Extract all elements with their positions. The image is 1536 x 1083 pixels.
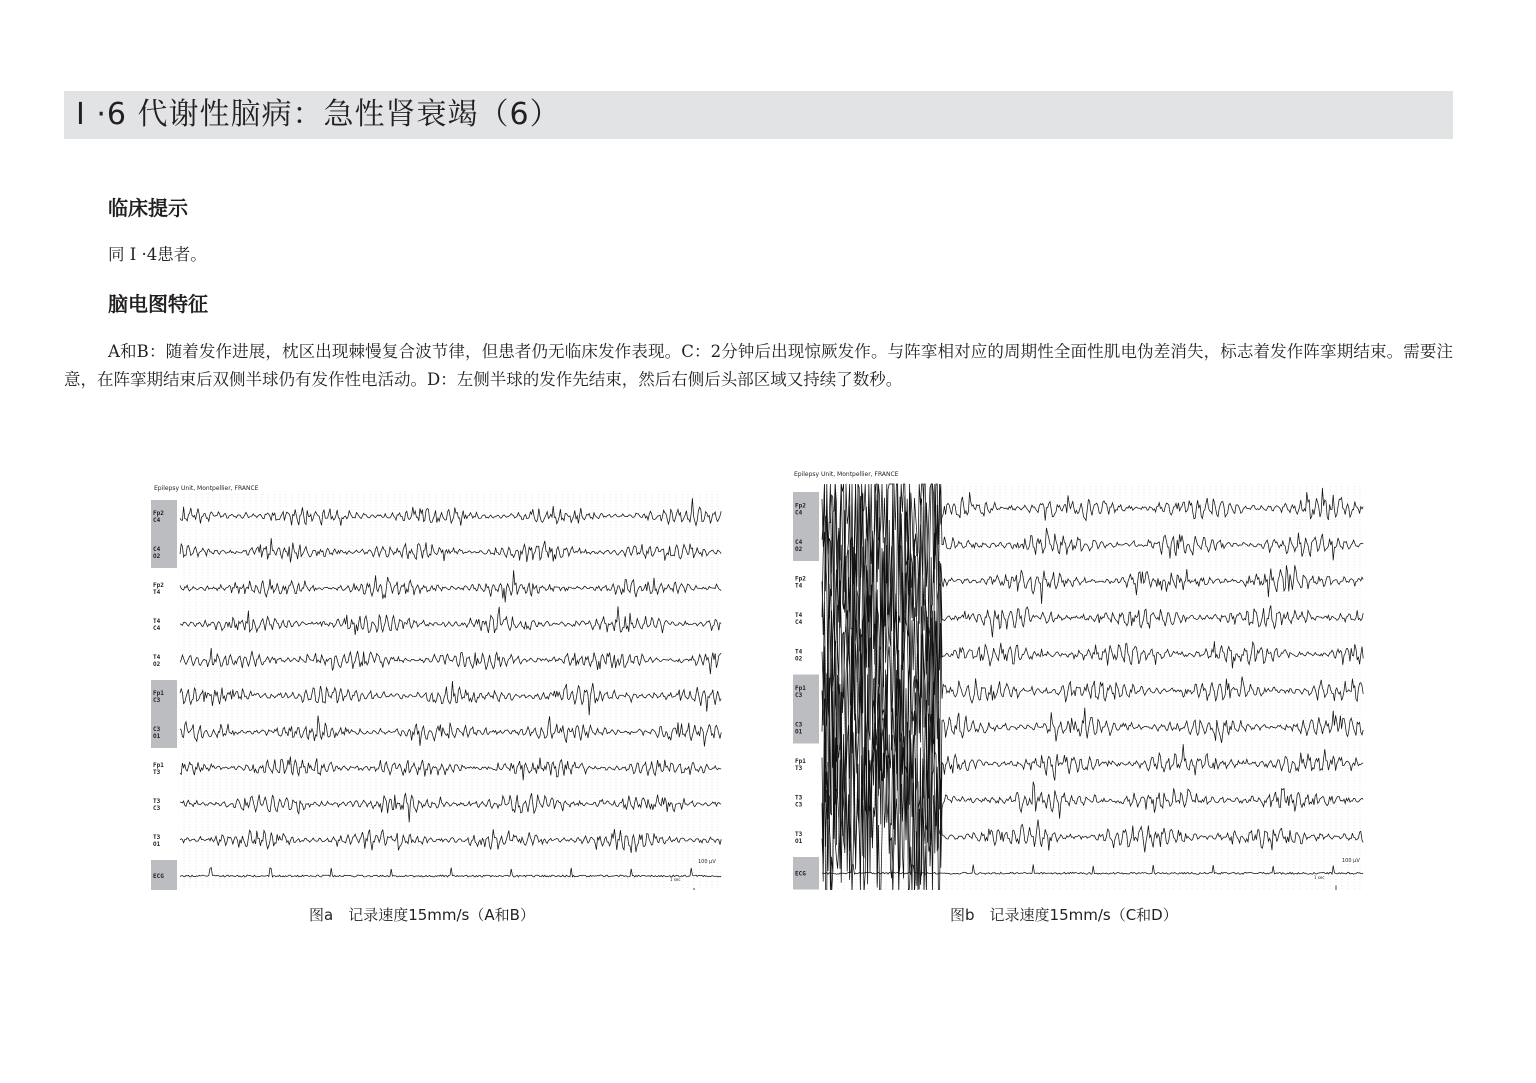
channel-label: Fp1 [153,690,164,697]
channel-label: O1 [795,728,803,736]
eeg-channel-trace [822,484,1363,595]
channel-label: T4 [795,582,803,590]
page-title: I ·6 代谢性脑病：急性肾衰竭（6） [76,97,561,132]
figure-b-caption: 图b 记录速度15mm/s（C和D） [950,906,1178,924]
channel-label: T3 [795,794,803,802]
channel-label: C3 [795,801,803,809]
figure-a-time-label: 1 sec [670,877,681,882]
eeg-trace-b [792,466,1366,890]
channel-label: Fp2 [795,575,806,583]
channel-label: C3 [795,721,803,729]
channel-label: C4 [795,618,803,626]
channel-label: T3 [153,769,161,776]
eeg-channel-trace [180,648,721,674]
channel-label: T4 [153,589,161,596]
figure-b-header: Epilepsy Unit, Montpellier, FRANCE [794,471,899,478]
channel-label: T3 [795,830,803,838]
channel-label: Fp2 [153,510,164,517]
channel-label: O1 [795,837,803,845]
channel-label: T4 [153,654,161,661]
channel-label: O2 [153,661,161,668]
eeg-figure-b [792,466,1366,890]
channel-label: O2 [795,655,803,663]
channel-label: Fp2 [795,502,806,510]
channel-label: Fp2 [153,582,164,589]
channel-label: C4 [153,517,161,524]
channel-label: Fp1 [153,762,164,769]
channel-label: T3 [795,764,803,772]
eeg-channel-trace [180,829,721,853]
figure-a-scale-label: 100 μV [698,859,716,865]
figure-a-caption: 图a 记录速度15mm/s（A和B） [309,906,535,924]
channel-label: O1 [153,733,161,740]
figure-a-header: Epilepsy Unit, Montpellier, FRANCE [154,485,259,492]
channel-label: C4 [153,546,161,553]
channel-label: C3 [153,697,161,704]
channel-label: T4 [795,611,803,619]
channel-label: Fp1 [795,757,806,765]
channel-label: C4 [795,538,803,546]
channel-label: T4 [153,618,161,625]
channel-label: T3 [153,834,161,841]
figure-b-scale-label: 100 μV [1342,858,1360,864]
channel-label: O2 [795,545,803,553]
channel-label: C3 [153,726,161,733]
eeg-channel-trace [180,538,721,562]
title-bar [64,91,1453,139]
eeg-description: A和B：随着发作进展，枕区出现棘慢复合波节律，但患者仍无临床发作表现。C：2分钟后出现惊厥发作。与阵挛相对应的周期性全面性肌电伪差消失，标志着发作阵挛期结束。需要注意，在阵挛期结束后双侧半球仍有发作性电活动。D：左侧半球的发作先结束，然后右侧后头部区域又持续了数秒。 [64,342,1453,389]
channel-label: C3 [795,691,803,699]
eeg-trace-a [150,470,724,890]
eeg-heading: 脑电图特征 [108,292,208,316]
channel-label: C4 [795,509,803,517]
channel-label: O1 [153,841,161,848]
channel-label: T3 [153,798,161,805]
clinical-heading: 临床提示 [108,196,188,220]
channel-label: ECG [795,870,806,878]
eeg-figure-a [150,470,724,890]
channel-label: T4 [795,648,803,656]
channel-label: O2 [153,553,161,560]
channel-label: C4 [153,625,161,632]
channel-label: ECG [153,873,164,880]
channel-label: C3 [153,805,161,812]
clinical-text: 同 I ·4患者。 [108,245,207,264]
channel-label: Fp1 [795,684,806,692]
figure-b-time-label: 1 sec [1314,875,1325,880]
